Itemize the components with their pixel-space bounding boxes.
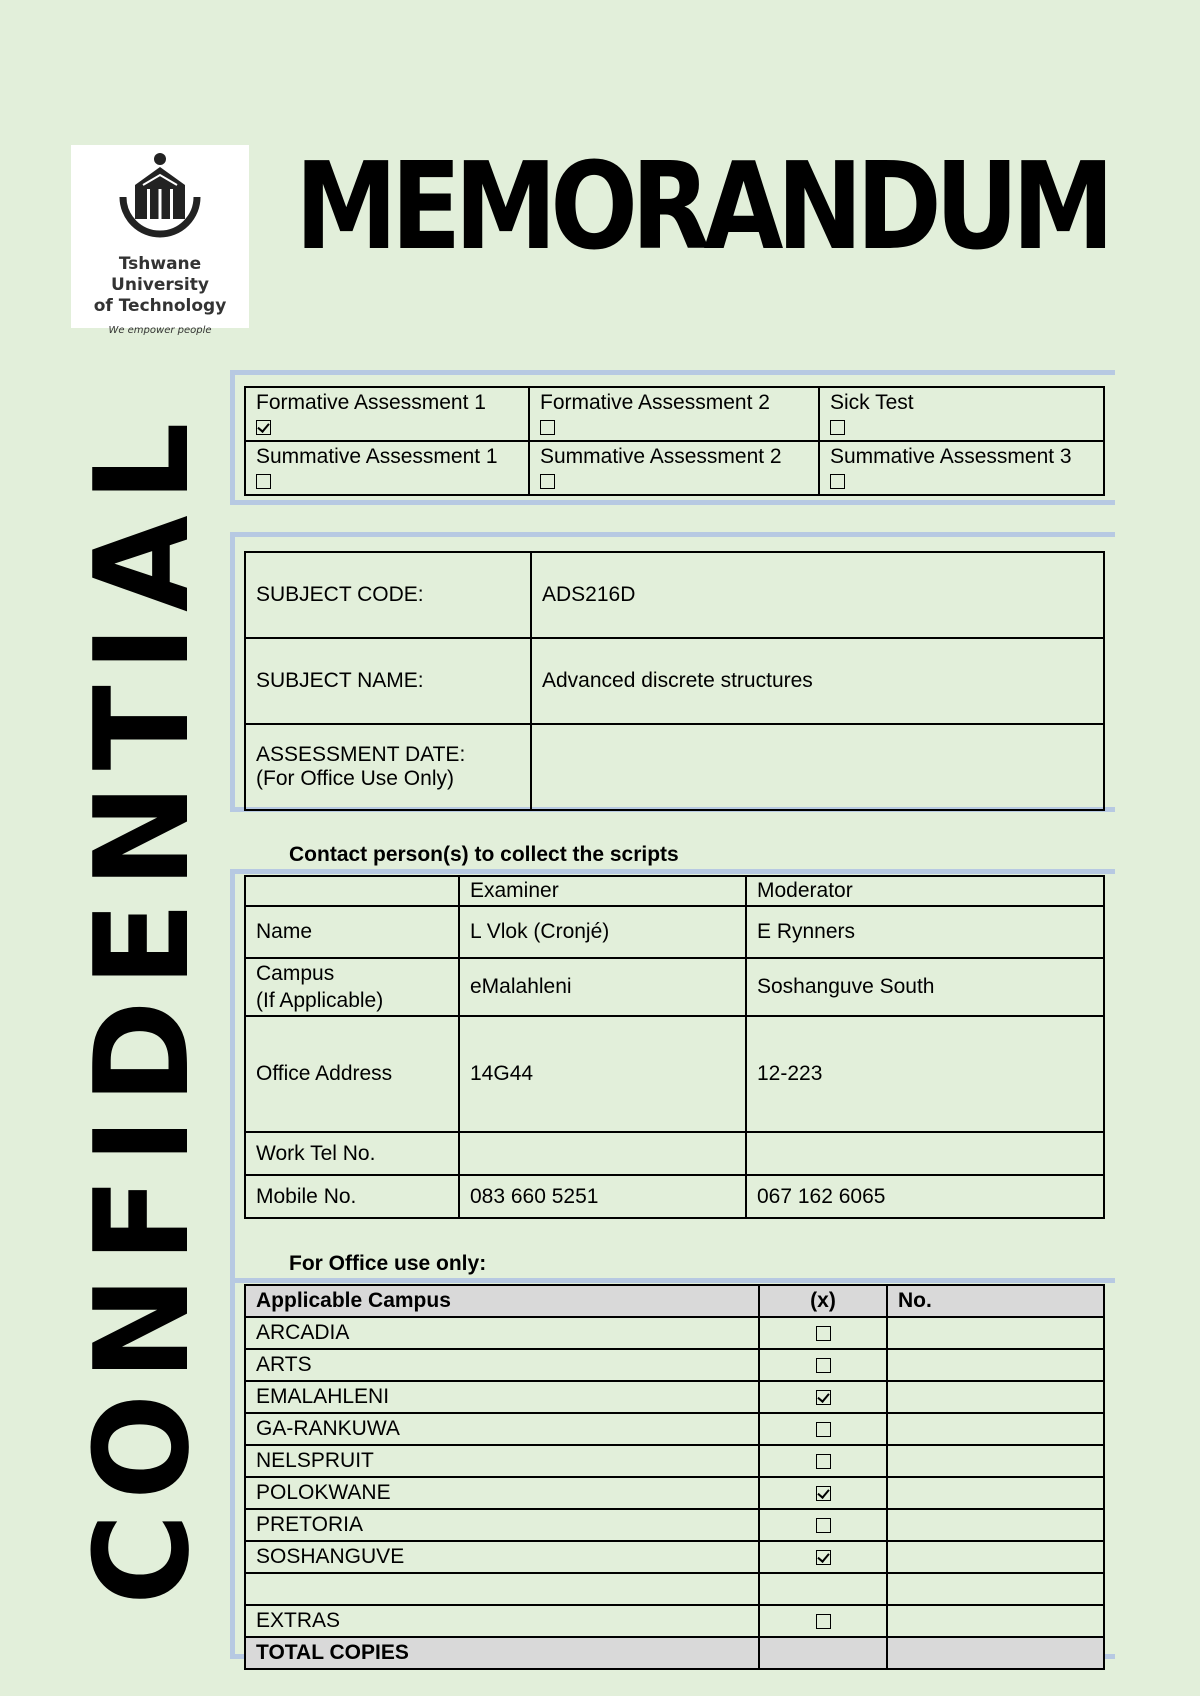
campus-name: SOSHANGUVE bbox=[245, 1541, 759, 1573]
campus-copies-cell[interactable] bbox=[887, 1349, 1104, 1381]
campus-name: NELSPRUIT bbox=[245, 1445, 759, 1477]
campus-copies-cell[interactable] bbox=[887, 1509, 1104, 1541]
assessment-checkbox[interactable] bbox=[540, 474, 555, 489]
campus-checkbox[interactable] bbox=[816, 1422, 831, 1437]
assessment-checkbox[interactable] bbox=[830, 474, 845, 489]
contact-examiner-value: 14G44 bbox=[459, 1016, 746, 1132]
total-copies-value[interactable] bbox=[887, 1637, 1104, 1669]
university-name-line1: Tshwane University bbox=[111, 254, 209, 295]
campus-checkbox[interactable] bbox=[816, 1326, 831, 1341]
total-copies-label: TOTAL COPIES bbox=[245, 1637, 759, 1669]
assessment-cell[interactable] bbox=[819, 441, 1104, 495]
contact-row-label bbox=[245, 958, 459, 1016]
contact-row-label: Mobile No. bbox=[245, 1175, 459, 1218]
assessment-label: Sick Test bbox=[830, 391, 914, 414]
assessment-cell[interactable] bbox=[245, 387, 529, 441]
assessment-label: Summative Assessment 3 bbox=[830, 445, 1072, 468]
contact-row-label-line2: (If Applicable) bbox=[256, 989, 384, 1012]
university-name-line2: of Technology bbox=[93, 296, 227, 316]
assessment-label: Summative Assessment 1 bbox=[256, 445, 498, 468]
campus-name: POLOKWANE bbox=[245, 1477, 759, 1509]
campus-name: EMALAHLENI bbox=[245, 1381, 759, 1413]
assessment-checkbox[interactable] bbox=[830, 420, 845, 435]
contact-header-empty bbox=[245, 876, 459, 906]
subject-code-value: ADS216D bbox=[531, 552, 1104, 638]
contact-examiner-value: L Vlok (Cronjé) bbox=[459, 906, 746, 958]
campus-copies-cell[interactable] bbox=[887, 1317, 1104, 1349]
university-tagline: We empower people bbox=[108, 325, 212, 336]
contact-heading: Contact person(s) to collect the scripts bbox=[289, 843, 679, 866]
assessment-type-table bbox=[244, 386, 1105, 496]
contact-table bbox=[244, 875, 1105, 1219]
subject-name-value: Advanced discrete structures bbox=[531, 638, 1104, 724]
contact-moderator-value: E Rynners bbox=[746, 906, 1104, 958]
campus-checkbox[interactable] bbox=[816, 1550, 831, 1565]
assessment-checkbox[interactable] bbox=[256, 420, 271, 435]
campus-empty-row bbox=[245, 1573, 759, 1605]
contact-moderator-value bbox=[746, 1132, 1104, 1175]
subject-code-label: SUBJECT CODE: bbox=[245, 552, 531, 638]
contact-examiner-value: eMalahleni bbox=[459, 958, 746, 1016]
assessment-cell[interactable] bbox=[819, 387, 1104, 441]
campus-table bbox=[244, 1284, 1105, 1670]
contact-moderator-value: Soshanguve South bbox=[746, 958, 1104, 1016]
contact-moderator-value: 12-223 bbox=[746, 1016, 1104, 1132]
assessment-checkbox[interactable] bbox=[256, 474, 271, 489]
campus-checkbox[interactable] bbox=[816, 1486, 831, 1501]
contact-examiner-value bbox=[459, 1132, 746, 1175]
contact-moderator-value: 067 162 6065 bbox=[746, 1175, 1104, 1218]
office-heading: For Office use only: bbox=[289, 1252, 487, 1275]
campus-name: ARTS bbox=[245, 1349, 759, 1381]
assessment-cell[interactable] bbox=[245, 441, 529, 495]
campus-checkbox[interactable] bbox=[816, 1454, 831, 1469]
contact-examiner-value: 083 660 5251 bbox=[459, 1175, 746, 1218]
extras-copies-cell[interactable] bbox=[887, 1605, 1104, 1637]
campus-copies-cell[interactable] bbox=[887, 1541, 1104, 1573]
campus-empty-row bbox=[887, 1573, 1104, 1605]
contact-row-label: Work Tel No. bbox=[245, 1132, 459, 1175]
tut-crest-icon bbox=[105, 149, 215, 254]
campus-copies-cell[interactable] bbox=[887, 1445, 1104, 1477]
contact-header-moderator: Moderator bbox=[746, 876, 1104, 906]
frame-divider-line bbox=[230, 1278, 1115, 1283]
assessment-cell[interactable] bbox=[529, 441, 819, 495]
assessment-date-label-line2: (For Office Use Only) bbox=[256, 767, 454, 790]
campus-checkbox[interactable] bbox=[816, 1358, 831, 1373]
assessment-label: Formative Assessment 1 bbox=[256, 391, 486, 414]
total-copies-x bbox=[759, 1637, 887, 1669]
campus-header: Applicable Campus bbox=[245, 1285, 759, 1317]
subject-table bbox=[244, 551, 1105, 811]
extras-checkbox[interactable] bbox=[816, 1614, 831, 1629]
campus-empty-row bbox=[759, 1573, 887, 1605]
confidential-stamp: CONFIDENTIAL bbox=[66, 408, 218, 1605]
campus-copies-cell[interactable] bbox=[887, 1413, 1104, 1445]
assessment-label: Formative Assessment 2 bbox=[540, 391, 770, 414]
campus-name: PRETORIA bbox=[245, 1509, 759, 1541]
assessment-date-label bbox=[245, 724, 531, 810]
contact-header-examiner: Examiner bbox=[459, 876, 746, 906]
campus-checkbox[interactable] bbox=[816, 1518, 831, 1533]
campus-copies-cell[interactable] bbox=[887, 1477, 1104, 1509]
assessment-checkbox[interactable] bbox=[540, 420, 555, 435]
campus-header-x: (x) bbox=[759, 1285, 887, 1317]
assessment-date-value[interactable] bbox=[531, 724, 1104, 810]
subject-name-label: SUBJECT NAME: bbox=[245, 638, 531, 724]
campus-name: GA-RANKUWA bbox=[245, 1413, 759, 1445]
campus-name: ARCADIA bbox=[245, 1317, 759, 1349]
campus-header-no: No. bbox=[887, 1285, 1104, 1317]
assessment-cell[interactable] bbox=[529, 387, 819, 441]
university-logo bbox=[71, 145, 249, 336]
contact-row-label: Office Address bbox=[245, 1016, 459, 1132]
assessment-label: Summative Assessment 2 bbox=[540, 445, 782, 468]
campus-checkbox[interactable] bbox=[816, 1390, 831, 1405]
assessment-date-label-line1: ASSESSMENT DATE: bbox=[256, 743, 466, 766]
memorandum-title: MEMORANDUM bbox=[295, 138, 1108, 277]
contact-row-label-line1: Campus bbox=[256, 962, 335, 985]
campus-copies-cell[interactable] bbox=[887, 1381, 1104, 1413]
contact-row-label: Name bbox=[245, 906, 459, 958]
extras-label: EXTRAS bbox=[245, 1605, 759, 1637]
